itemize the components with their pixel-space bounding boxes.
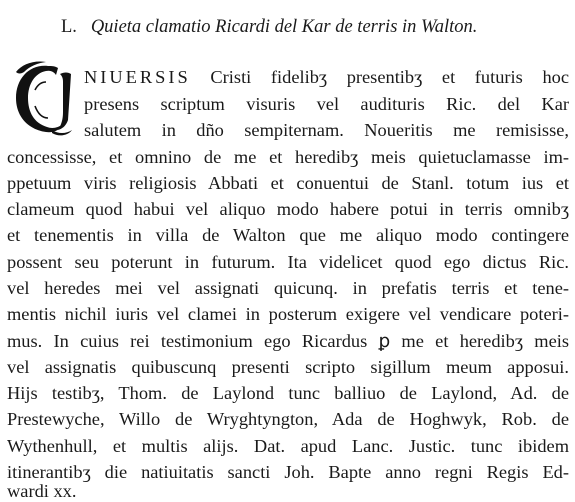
body-line: itinerantibʒ die natiuitatis sancti Joh. Bapte anno regni Regis Ed- [7,462,569,482]
charter-number: L. [61,17,77,37]
body-line: ppetuum viris religiosis Abbati et conuentui de Stanl. totum ius et [7,173,569,193]
body-line-last: wardi xx. [7,481,77,501]
opening-word: NIUERSIS [84,67,191,87]
body-line [84,66,569,88]
body-line: Hijs testibʒ, Thom. de Laylond tunc balliuo de Laylond, Ad. de [7,383,569,403]
body-line: mentis nichil iuris vel clamei in posterum exigere vel vendicare poteri- [7,304,569,324]
body-line: mus. In cuius rei testimonium ego Ricardus ꝑ me et heredibʒ meis [7,331,569,351]
charter-heading [61,15,477,39]
body-line: vel heredes mei vel assignati quicunq. in prefatis terris et tene- [7,278,569,298]
body-line: concessisse, et omnino de me et heredibʒ meis quietuclamasse im- [7,147,569,167]
body-line: et tenementis in villa de Walton que me aliquo modo contingere [7,225,569,245]
charter-title: Quieta clamatio Ricardi del Kar de terris in Walton. [90,17,478,37]
body-line-text: Cristi fidelibʒ presentibʒ et futuris hoc [190,67,569,87]
decorated-initial-v [8,60,78,136]
body-line: presens scriptum visuris vel audituris Ric. del Kar [84,94,569,114]
body-line: Wythenhull, et multis alijs. Dat. apud Lanc. Justic. tunc ibidem [7,436,569,456]
body-line: salutem in dño sempiternam. Noueritis me remisisse, [84,120,569,140]
body-line: clameum quod habui vel aliquo modo habere potui in terris omnibʒ [7,199,569,219]
body-line: possent seu poterunt in futurum. Ita videlicet quod ego dictus Ric. [7,252,569,272]
body-line: Prestewyche, Willo de Wryghtyngton, Ada de Hoghwyk, Rob. de [7,409,569,429]
body-line: vel assignatis quibuscunq presenti scripto sigillum meum apposui. [7,357,569,377]
